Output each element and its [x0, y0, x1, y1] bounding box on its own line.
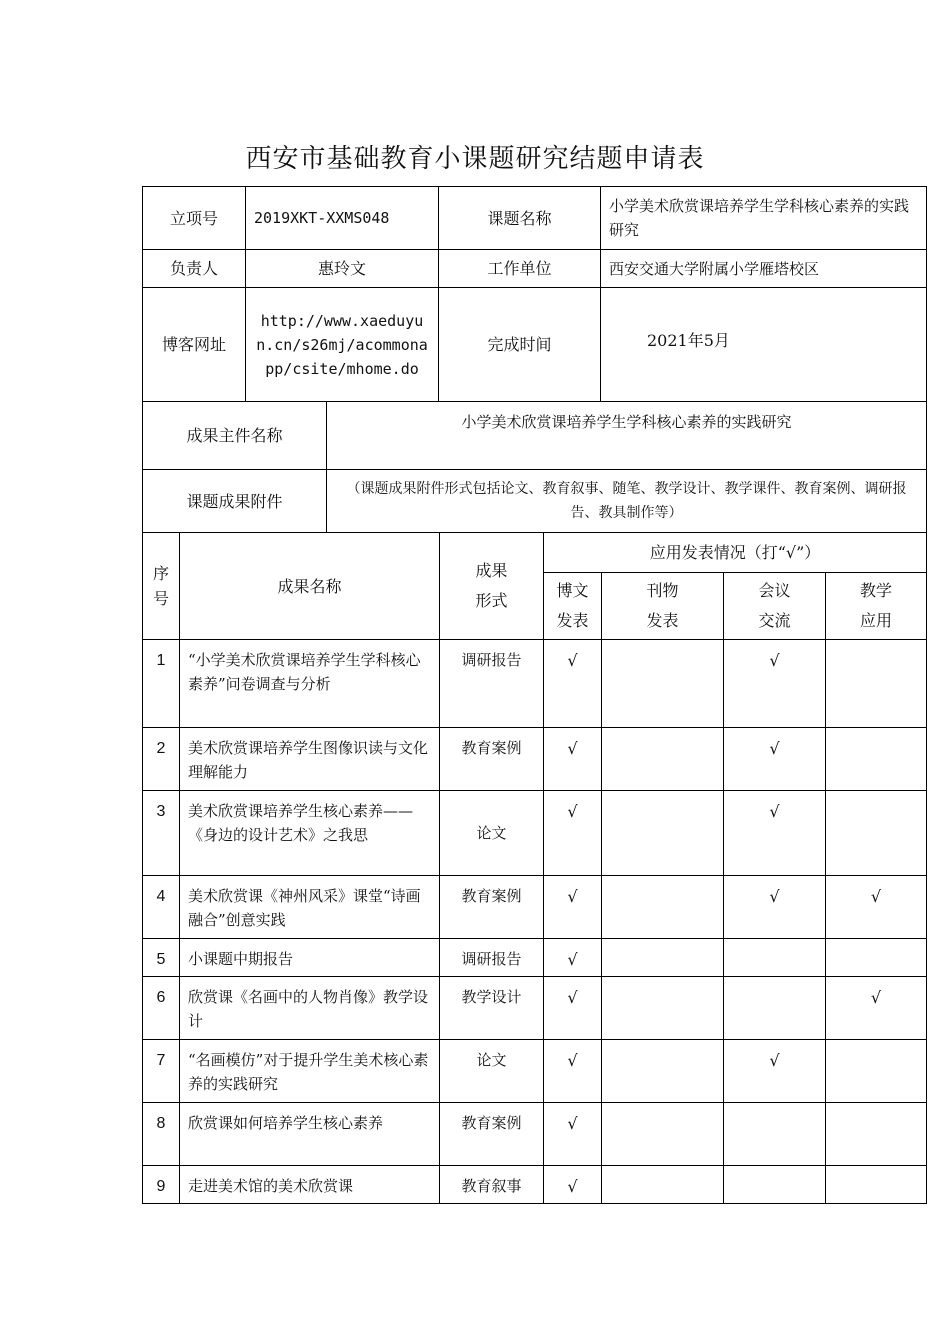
- row-journal-check: [602, 728, 724, 791]
- row-blog-check: √: [544, 939, 602, 977]
- row-no: 6: [143, 977, 180, 1040]
- row-blog-check: √: [544, 1166, 602, 1204]
- table-row: [143, 977, 927, 1040]
- project-no-value: 2019XKT-XXMS048: [246, 187, 439, 250]
- row-teaching-check: [826, 791, 927, 876]
- row-form: 教育叙事: [440, 1166, 544, 1204]
- row-blog-check: √: [544, 876, 602, 939]
- row-name: 欣赏课《名画中的人物肖像》教学设计: [180, 977, 440, 1040]
- row-journal-check: [602, 791, 724, 876]
- table-row: [143, 1103, 927, 1166]
- header-name: 成果名称: [180, 533, 440, 640]
- table-row: [143, 791, 927, 876]
- row-no: 5: [143, 939, 180, 977]
- row-teaching-check: √: [826, 977, 927, 1040]
- row-journal-check: [602, 1166, 724, 1204]
- row-meeting-check: √: [724, 791, 826, 876]
- leader-value: 惠玲文: [246, 250, 439, 288]
- leader-label: 负责人: [143, 250, 246, 288]
- row-journal-check: [602, 640, 724, 728]
- complete-time-value: 2021年5月: [601, 288, 927, 402]
- header-form: 成果形式: [440, 533, 544, 640]
- table-row: [143, 1040, 927, 1103]
- row-form: 教育案例: [440, 1103, 544, 1166]
- row-form: 教育案例: [440, 876, 544, 939]
- attachment-note: （课题成果附件形式包括论文、教育叙事、随笔、教学设计、教学课件、教育案例、调研报告、教具制作等）: [327, 470, 927, 533]
- main-result-value: 小学美术欣赏课培养学生学科核心素养的实践研究: [327, 402, 927, 470]
- row-blog-check: √: [544, 728, 602, 791]
- row-meeting-check: √: [724, 640, 826, 728]
- header-no: 序号: [143, 533, 180, 640]
- row-no: 2: [143, 728, 180, 791]
- outcomes-table: [142, 532, 927, 1204]
- row-blog-check: √: [544, 791, 602, 876]
- row-name: 美术欣赏课《神州风采》课堂“诗画融合”创意实践: [180, 876, 440, 939]
- header-meeting: 会议交流: [724, 573, 826, 640]
- row-teaching-check: [826, 939, 927, 977]
- header-teaching: 教学应用: [826, 573, 927, 640]
- row-teaching-check: [826, 1166, 927, 1204]
- row-form: 调研报告: [440, 640, 544, 728]
- row-teaching-check: [826, 728, 927, 791]
- result-table: [142, 401, 927, 533]
- row-no: 1: [143, 640, 180, 728]
- row-name: 欣赏课如何培养学生核心素养: [180, 1103, 440, 1166]
- row-meeting-check: [724, 939, 826, 977]
- row-journal-check: [602, 939, 724, 977]
- unit-value: 西安交通大学附属小学雁塔校区: [601, 250, 927, 288]
- row-blog-check: √: [544, 977, 602, 1040]
- main-result-label: 成果主件名称: [143, 402, 327, 470]
- row-name: 小课题中期报告: [180, 939, 440, 977]
- row-journal-check: [602, 876, 724, 939]
- row-meeting-check: √: [724, 1040, 826, 1103]
- table-row: [143, 1166, 927, 1204]
- complete-time-label: 完成时间: [439, 288, 601, 402]
- row-no: 3: [143, 791, 180, 876]
- row-journal-check: [602, 1103, 724, 1166]
- row-name: “小学美术欣赏课培养学生学科核心素养”问卷调查与分析: [180, 640, 440, 728]
- row-meeting-check: [724, 1103, 826, 1166]
- row-meeting-check: √: [724, 876, 826, 939]
- table-row: [143, 876, 927, 939]
- row-no: 4: [143, 876, 180, 939]
- row-form: 教学设计: [440, 977, 544, 1040]
- row-form: 调研报告: [440, 939, 544, 977]
- row-form: 论文: [440, 1040, 544, 1103]
- row-journal-check: [602, 1040, 724, 1103]
- row-teaching-check: √: [826, 876, 927, 939]
- row-name: “名画模仿”对于提升学生美术核心素养的实践研究: [180, 1040, 440, 1103]
- project-no-label: 立项号: [143, 187, 246, 250]
- header-journal: 刊物发表: [602, 573, 724, 640]
- topic-value: 小学美术欣赏课培养学生学科核心素养的实践研究: [601, 187, 927, 250]
- attachment-label: 课题成果附件: [143, 470, 327, 533]
- row-meeting-check: √: [724, 728, 826, 791]
- row-name: 美术欣赏课培养学生核心素养——《身边的设计艺术》之我思: [180, 791, 440, 876]
- project-info-table: [142, 186, 927, 402]
- row-form: 论文: [440, 791, 544, 876]
- row-no: 7: [143, 1040, 180, 1103]
- blog-label: 博客网址: [143, 288, 246, 402]
- row-journal-check: [602, 977, 724, 1040]
- row-name: 美术欣赏课培养学生图像识读与文化理解能力: [180, 728, 440, 791]
- row-teaching-check: [826, 1103, 927, 1166]
- row-no: 9: [143, 1166, 180, 1204]
- table-row: [143, 728, 927, 791]
- header-usage: 应用发表情况（打“√”）: [544, 533, 927, 573]
- row-meeting-check: [724, 1166, 826, 1204]
- blog-url[interactable]: http://www.xaeduyun.cn/s26mj/acommonapp/csite/mhome.do: [246, 288, 439, 402]
- row-no: 8: [143, 1103, 180, 1166]
- row-teaching-check: [826, 1040, 927, 1103]
- row-teaching-check: [826, 640, 927, 728]
- topic-label: 课题名称: [439, 187, 601, 250]
- table-row: [143, 939, 927, 977]
- header-blog: 博文发表: [544, 573, 602, 640]
- row-blog-check: √: [544, 640, 602, 728]
- table-row: [143, 640, 927, 728]
- row-blog-check: √: [544, 1103, 602, 1166]
- unit-label: 工作单位: [439, 250, 601, 288]
- row-blog-check: √: [544, 1040, 602, 1103]
- row-meeting-check: [724, 977, 826, 1040]
- row-name: 走进美术馆的美术欣赏课: [180, 1166, 440, 1204]
- outcome-rows: [143, 640, 927, 1204]
- row-form: 教育案例: [440, 728, 544, 791]
- page-title: 西安市基础教育小课题研究结题申请表: [245, 144, 705, 174]
